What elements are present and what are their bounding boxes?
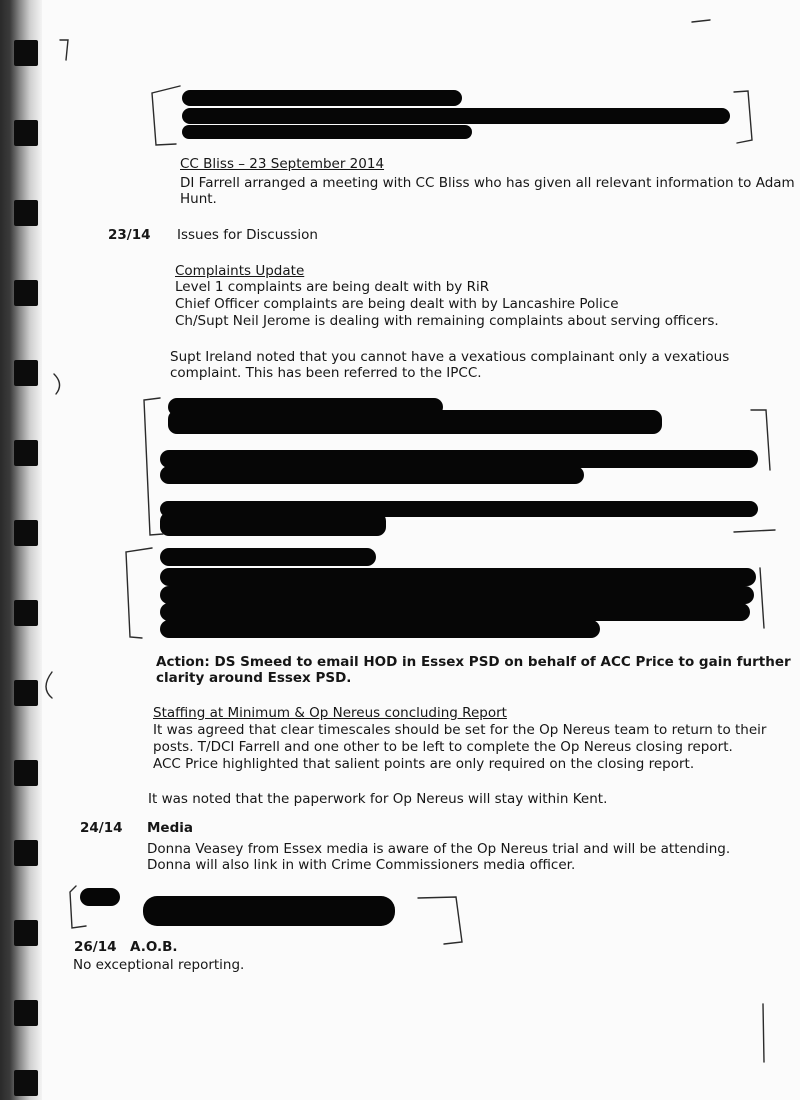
- staffing-heading: Staffing at Minimum & Op Nereus concluding Report: [153, 705, 507, 721]
- item-26-title: A.O.B.: [130, 939, 178, 955]
- media-line-1: Donna Veasey from Essex media is aware of the Op Nereus trial and will be attending.: [147, 841, 731, 857]
- complaints-line-3: Ch/Supt Neil Jerome is dealing with remaining complaints about serving officers.: [175, 313, 719, 329]
- staffing-line-3: ACC Price highlighted that salient points are only required on the closing report.: [153, 756, 695, 772]
- media-line-2: Donna will also link in with Crime Commissioners media officer.: [147, 857, 576, 873]
- paperwork-note: It was noted that the paperwork for Op Nereus will stay within Kent.: [148, 791, 608, 807]
- complaints-line-1: Level 1 complaints are being dealt with by RiR: [175, 279, 490, 295]
- staffing-line-1: It was agreed that clear timescales should be set for the Op Nereus team to return to their: [153, 722, 767, 738]
- action-line-1: Action: DS Smeed to email HOD in Essex PSD on behalf of ACC Price to gain further: [156, 654, 791, 670]
- action-line-2: clarity around Essex PSD.: [156, 670, 352, 686]
- item-number-23: 23/14: [108, 227, 151, 243]
- complaints-update-heading: Complaints Update: [175, 263, 305, 279]
- item-23-title: Issues for Discussion: [177, 227, 318, 243]
- item-number-26: 26/14: [74, 939, 117, 955]
- complaints-line-2: Chief Officer complaints are being dealt with by Lancashire Police: [175, 296, 619, 312]
- ireland-note-line-2: complaint. This has been referred to the IPCC.: [170, 365, 482, 381]
- cc-bliss-line-2: Hunt.: [180, 191, 217, 207]
- cc-bliss-heading: CC Bliss – 23 September 2014: [180, 156, 385, 172]
- cc-bliss-line-1: DI Farrell arranged a meeting with CC Bliss who has given all relevant information to Adam: [180, 175, 795, 191]
- item-24-title: Media: [147, 820, 193, 836]
- aob-line-1: No exceptional reporting.: [73, 957, 245, 973]
- ireland-note-line-1: Supt Ireland noted that you cannot have a vexatious complainant only a vexatious: [170, 349, 730, 365]
- item-number-24: 24/14: [80, 820, 123, 836]
- staffing-line-2: posts. T/DCI Farrell and one other to be left to complete the Op Nereus closing report.: [153, 739, 733, 755]
